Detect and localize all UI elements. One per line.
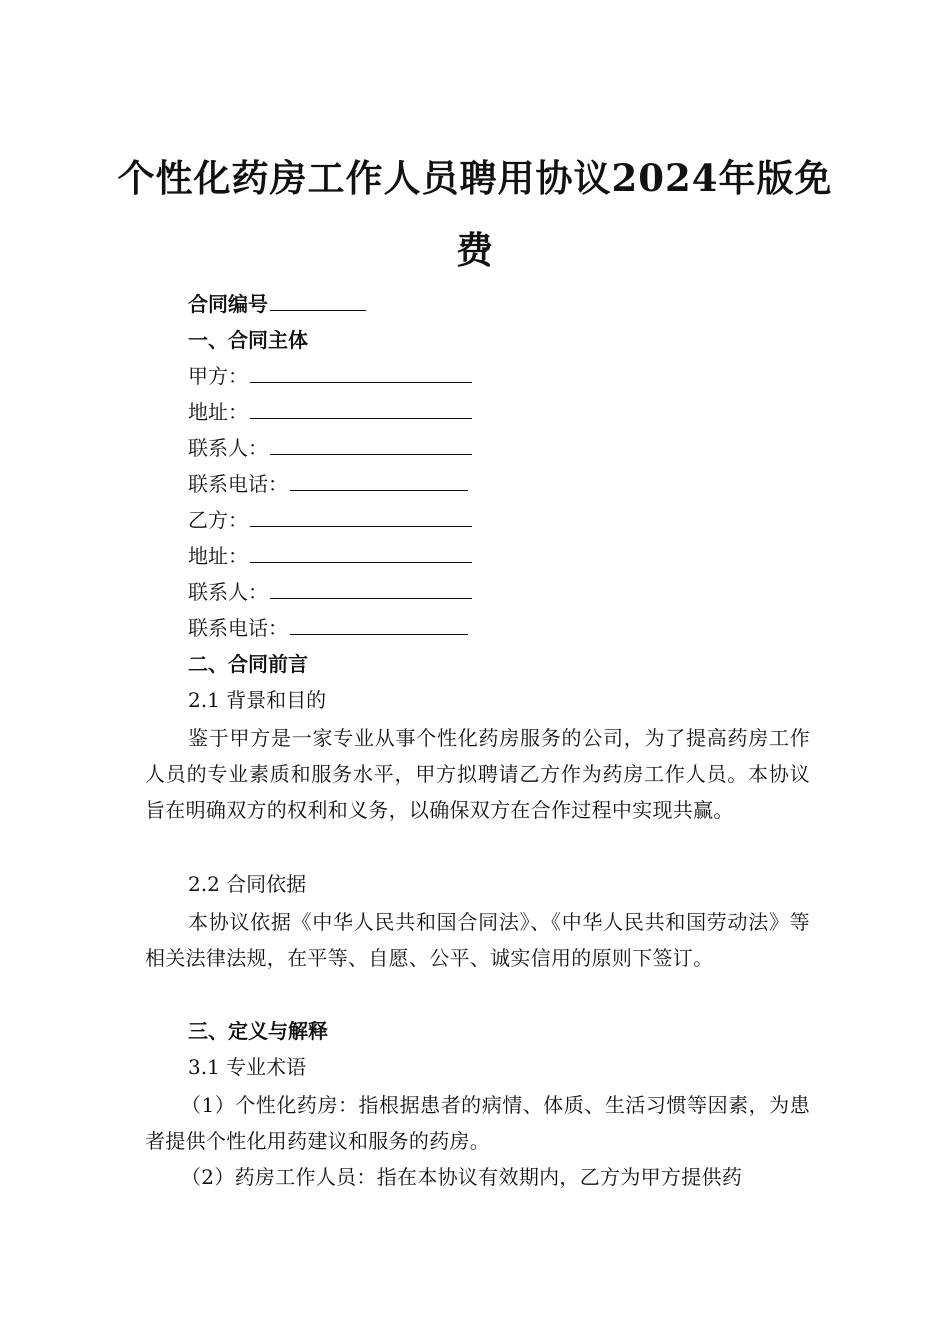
section2-2-text: 本协议依据《中华人民共和国合同法》、《中华人民共和国劳动法》等相关法律法规，在平等、自愿、公平、诚实信用的原则下签订。 bbox=[145, 910, 810, 970]
document-title-line2: 费 bbox=[456, 228, 494, 272]
party-a-contact-blank bbox=[270, 436, 472, 455]
party-b-contact-blank bbox=[270, 580, 472, 599]
party-a-contact-label: 联系人： bbox=[188, 436, 268, 460]
party-a-phone-field bbox=[188, 471, 468, 497]
contract-number-label: 合同编号 bbox=[188, 292, 268, 316]
party-b-address-field bbox=[188, 543, 472, 569]
party-b-contact-field bbox=[188, 579, 472, 605]
party-b-address-blank bbox=[250, 544, 472, 563]
party-b-field bbox=[188, 507, 472, 533]
party-b-blank bbox=[250, 508, 472, 527]
party-b-contact-label: 联系人： bbox=[188, 580, 268, 604]
section1-heading: 一、合同主体 bbox=[188, 328, 308, 352]
party-b-phone-label: 联系电话： bbox=[188, 616, 288, 640]
section3-item1: （1）个性化药房：指根据患者的病情、体质、生活习惯等因素，为患者提供个性化用药建议和服务的药房。 bbox=[145, 1093, 810, 1153]
section3-heading: 三、定义与解释 bbox=[188, 1019, 328, 1043]
section2-1-text: 鉴于甲方是一家专业从事个性化药房服务的公司，为了提高药房工作人员的专业素质和服务水平，甲方拟聘请乙方作为药房工作人员。本协议旨在明确双方的权利和义务，以确保双方在合作过程中实现共赢。 bbox=[145, 726, 810, 822]
section2-1-heading: 2.1 背景和目的 bbox=[188, 688, 327, 712]
party-b-label: 乙方： bbox=[188, 508, 248, 532]
party-a-contact-field bbox=[188, 435, 472, 461]
section2-2-heading: 2.2 合同依据 bbox=[188, 872, 307, 896]
party-a-blank bbox=[250, 364, 472, 383]
party-b-address-label: 地址： bbox=[188, 544, 248, 568]
party-b-phone-blank bbox=[290, 616, 468, 635]
contract-number-field bbox=[188, 291, 366, 317]
party-a-address-label: 地址： bbox=[188, 400, 248, 424]
party-a-label: 甲方： bbox=[188, 364, 248, 388]
contract-number-blank bbox=[270, 292, 366, 311]
party-a-address-field bbox=[188, 399, 472, 425]
party-a-address-blank bbox=[250, 400, 472, 419]
document-title-line1: 个性化药房工作人员聘用协议2024年版免 bbox=[117, 156, 833, 200]
party-a-phone-label: 联系电话： bbox=[188, 472, 288, 496]
party-b-phone-field bbox=[188, 615, 468, 641]
section3-item2: （2）药房工作人员：指在本协议有效期内，乙方为甲方提供药 bbox=[181, 1165, 743, 1189]
section2-heading: 二、合同前言 bbox=[188, 652, 308, 676]
party-a-field bbox=[188, 363, 472, 389]
party-a-phone-blank bbox=[290, 472, 468, 491]
section3-1-heading: 3.1 专业术语 bbox=[188, 1055, 307, 1079]
